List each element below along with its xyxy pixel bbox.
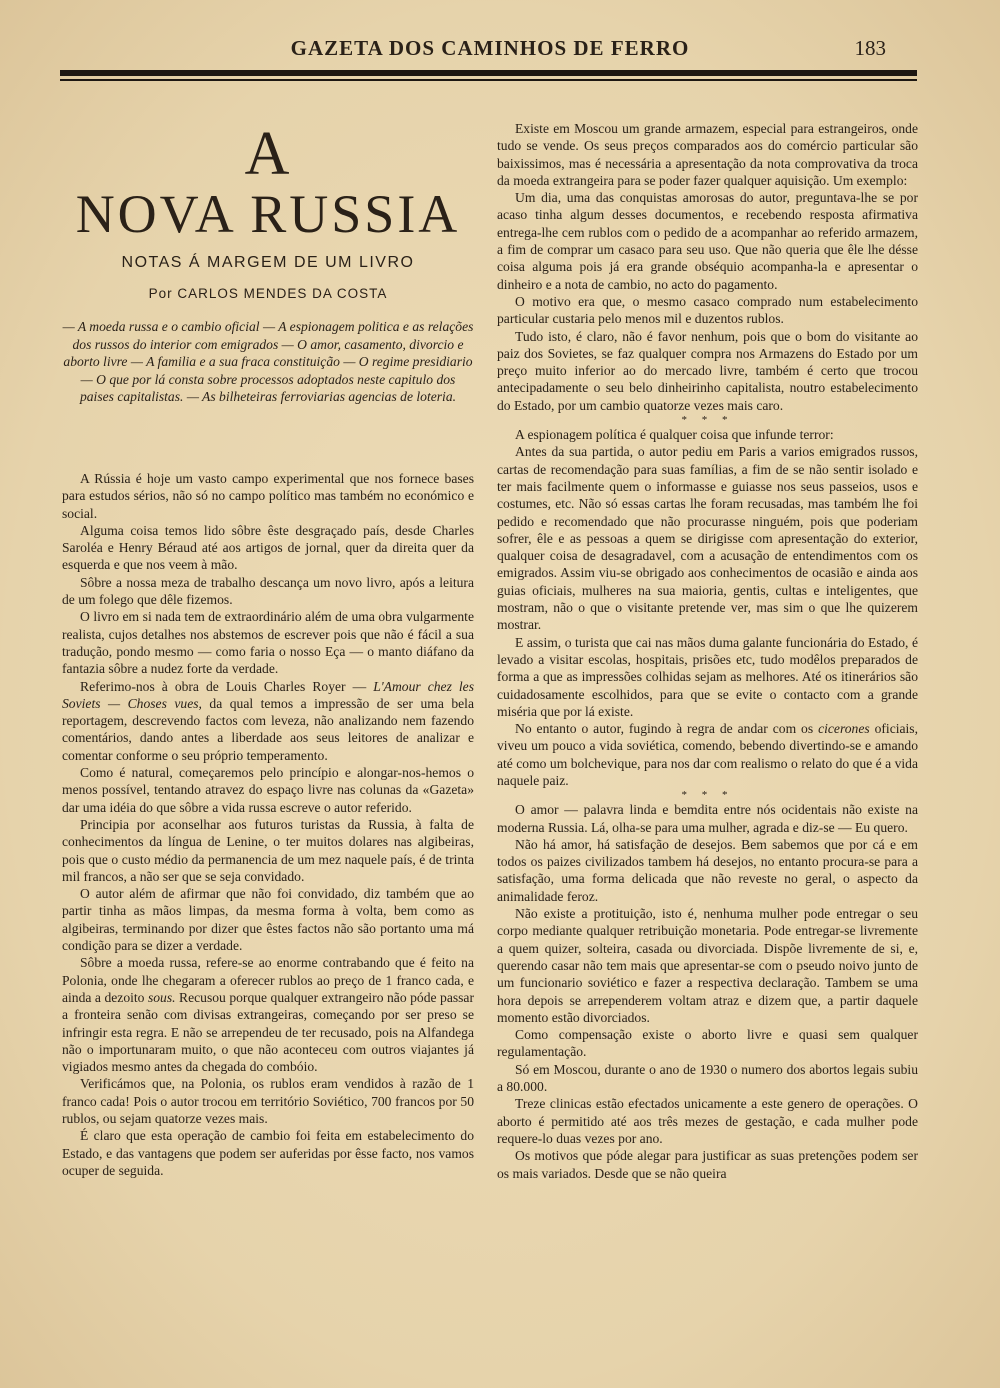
article-subtitle: NOTAS Á MARGEM DE UM LIVRO	[121, 254, 415, 271]
paragraph: A espionagem política é qualquer coisa que infunde terror:	[515, 427, 834, 443]
paragraph: Existe em Moscou um grande armazem, especial para estrangeiros, onde tudo se vende. Os seus preços comparados aos do comércio particular são baixissimos, mas é necessária a apresentação da nota comprovativa da troca da moeda extrangeira para se poder fazer qualquer aquisição. Um exemplo:	[497, 121, 918, 188]
article-byline: Por CARLOS MENDES DA COSTA	[148, 286, 388, 301]
article-title: NOVA RUSSIA	[75, 184, 461, 244]
text-run: Sôbre a moeda russa, refere-se ao enorme contrabando que é feito na Polonia, onde lhe chegaram a oferecer rublos ao preço de 1 franco cada, e ainda a dezoito	[62, 955, 474, 1005]
text-run: No entanto o autor, fugindo à regra de andar com os	[515, 721, 819, 737]
header-rule-thin	[60, 79, 917, 81]
paragraph: Como é natural, começaremos pelo princípio e alongar-nos-hemos o menos possível, tentando atravez do espaço livre nas colunas da «Gazeta» dar uma idéia do que sôbre a vida russa escreve o autor referido.	[62, 765, 474, 815]
paragraph: O livro em si nada tem de extraordinário além de uma obra vulgarmente realista, cujos detalhes nos abstemos de escrever pois que não é fácil a sua tradução, pondo mesmo — como faria o nosso Eça — o manto diáfano da fantazia sôbre a nudez forte da verdade.	[62, 609, 474, 677]
header-rule-thick	[60, 70, 917, 76]
section-separator: * * *	[681, 789, 734, 802]
text-run: da qual temos a impressão de ser uma bela reportagem, descrevendo factos com leveza, não analizando nem fazendo comentários, dando antes a liberdade aos seus leitores de analizar e comentar conforme o seu próprio temperamento.	[62, 695, 474, 763]
page-number: 183	[854, 36, 886, 60]
paragraph: Antes da sua partida, o autor pediu em Paris a varios emigrados russos, cartas de recomendação para suas famílias, a fim de se não sentir isolado e ter mais facilmente quem o informasse e guiasse nos seus passeios, usos e costumes, etc. Não só essas cartas lhe foram recusadas, mas também lhe foi pedido e recomendado que não procurasse ninguém, pois que poderiam sofrer, êle e as pessoas a quem se dirigisse com apresentação do exterior, qualquer coisa de desagradavel, com a acusação de entendimentos com os emigrados. Assim viu-se obrigado aos conhecimentos de ocasião e ainda aos guias oficiais, mulheres na sua maioria, gentis, cultas e inteligentes, que mostram, não o que o visitante pretende ver, mas sim o que lhe quizerem mostrar.	[497, 444, 918, 633]
paragraph: A Rússia é hoje um vasto campo experimental que nos fornece bases para estudos sérios, não só no campo político mas também no económico e social.	[62, 471, 474, 521]
paragraph: Verificámos que, na Polonia, os rublos eram vendidos à razão de 1 franco cada! Pois o autor trocou em território Soviético, 700 francos por 50 rublos, ou sejam quatorze vezes mais.	[62, 1076, 474, 1126]
paragraph: O autor além de afirmar que não foi convidado, diz também que ao partir tinha as mãos limpas, da mesma forma à volta, bem como as algibeiras, terminando por dizer que êstes factos não são portanto uma má condição para se dizer a verdade.	[62, 886, 474, 954]
italic-word: sous.	[147, 989, 176, 1005]
paragraph: Alguma coisa temos lido sôbre êste desgraçado país, desde Charles Saroléa e Henry Béraud até aos artigos de jornal, quer da direita quer da esquerda e que nos veem à mão.	[62, 522, 474, 573]
text-run: Referimo-nos à obra de Louis Charles Royer —	[80, 678, 374, 694]
paragraph: Principia por aconselhar aos futuros turistas da Russia, à falta de conhecimentos da língua de Lenine, o ter muitos dolares nas algibeiras, pois que o custo médio da permanencia de um mez naquele país, é de trinta mil francos, a não ser que se seja convidado.	[62, 816, 474, 884]
paragraph	[62, 678, 474, 764]
article-summary: — A moeda russa e o cambio oficial — A espionagem politica e as relações dos russos do interior com emigrados — O amor, casamento, divorcio e aborto livre — A familia e a sua fraca constituição — O regime presidiario — O que por lá consta sobre processos adoptados neste capitulo dos paises capitalistas. — As bilheteiras ferroviarias agencias de loteria.	[62, 319, 474, 404]
article-title-letter: A	[244, 120, 292, 188]
paragraph: Tudo isto, é claro, não é favor nenhum, pois que o bom do visitante ao paiz dos Sovietes, se faz qualquer compra nos Armazens do Estado por um preço muito inferior ao do mercado livre, também é certo que trocou antecipadamente o seu belo dinheirinho capitalista, noutro estabelecimento do Estado, por um cambio quatorze vezes mais caro.	[497, 328, 918, 413]
paragraph: É claro que esta operação de cambio foi feita em estabelecimento do Estado, e das vantagens que podem ser auferidas por êsse facto, nos vamos ocuper de seguida.	[62, 1128, 474, 1178]
text-run: oficiais, viveu um pouco a vida soviética, comendo, bebendo divertindo-se e amando até como um bolchevique, para nos dar com realismo o relato do que é a vida naquele paiz.	[497, 721, 919, 788]
right-column	[497, 120, 918, 1182]
paragraph: Os motivos que póde alegar para justificar as suas pretenções podem ser os mais variados. Desde que se não queira	[497, 1148, 918, 1181]
paragraph: Só em Moscou, durante o ano de 1930 o numero dos abortos legais subiu a 80.000.	[497, 1061, 918, 1095]
paragraph: O motivo era que, o mesmo casaco comprado num estabelecimento particular custaria pelo menos mil e duzentos rublos.	[497, 293, 918, 327]
paragraph: O amor — palavra linda e bemdita entre nós ocidentais não existe na moderna Russia. Lá, olha-se para uma mulher, agrada e diz-se — Eu quero.	[497, 802, 918, 835]
section-separator: * * *	[681, 414, 734, 427]
page-header	[60, 36, 920, 66]
paragraph: Não existe a protituição, isto é, nenhuma mulher pode entregar o seu corpo mediante qualquer retribuição monetaria. Pode entregar-se livremente a quem quizer, solteira, casada ou divorciada. Dispõe livremente de si, e, querendo casar não tem mais que apresentar-se com o pseudo noivo junto de um funcionario soviético e fazer a respectiva declaração. Tambem se uma hora depois se arrependerem voltam atraz e dizem que, a partir daquele momento estão divorciados.	[497, 906, 918, 1025]
paragraph	[62, 954, 474, 1075]
paragraph: Sôbre a nossa meza de trabalho descança um novo livro, após a leitura de um folego que dêle fizemos.	[62, 574, 474, 608]
paragraph: E assim, o turista que cai nas mãos duma galante funcionária do Estado, é levado a visitar escolas, hospitais, prisões etc, tudo modêlos preparados de forma a que as impressões colhidas sejam as melhores. Até os itinerários são cuidadosamente escolhidos, para que se evite o contacto com a grande miséria que por lá existe.	[497, 634, 918, 719]
paragraph: Treze clinicas estão efectados unicamente a este genero de operações. O aborto é permitido até aos três mezes de gestação, e cada mulher pode requere-lo duas vezes por ano.	[497, 1096, 918, 1146]
book-title: L'Amour chez les Soviets — Choses vues,	[62, 678, 474, 711]
paragraph: Como compensação existe o aborto livre e quasi sem qualquer regulamentação.	[497, 1027, 918, 1060]
text-run: Recusou porque qualquer extrangeiro não póde passar a fronteira senão com divisas extrangeiras, começando por ser preso se infringir esta regra. E não se arrependeu de ter recusado, pois na Alfandega não o importunaram muito, o que não aconteceu com outros viajantes já vigiados mesmo antes da chegada do combóio.	[62, 989, 474, 1075]
left-column	[62, 470, 474, 1179]
italic-word: cicerones	[818, 721, 870, 737]
paragraph	[497, 720, 918, 789]
paragraph: Um dia, uma das conquistas amorosas do autor, preguntava-lhe se por acaso tinha algum desses documentos, e recebendo resposta afirmativa entrega-lhe cem rublos com o pedido de a acompanhar ao referido armazem, a fim de comprar um casaco para seu uso. Que não queria que êle lhe désse coisa alguma pois já era grande obséquio acompanha-la e apresentar o dinheiro e a nota de cambio, no acto do pagamento.	[497, 190, 918, 292]
paragraph: Não há amor, há satisfação de desejos. Bem sabemos que por cá e em todos os paizes civilizados tambem há desejos, no entanto procura-se para a satisfação, uma forma delicada que não reveste no geral, o aspecto da animalidade feroz.	[497, 836, 918, 904]
publication-title: GAZETA DOS CAMINHOS DE FERRO	[290, 36, 690, 60]
